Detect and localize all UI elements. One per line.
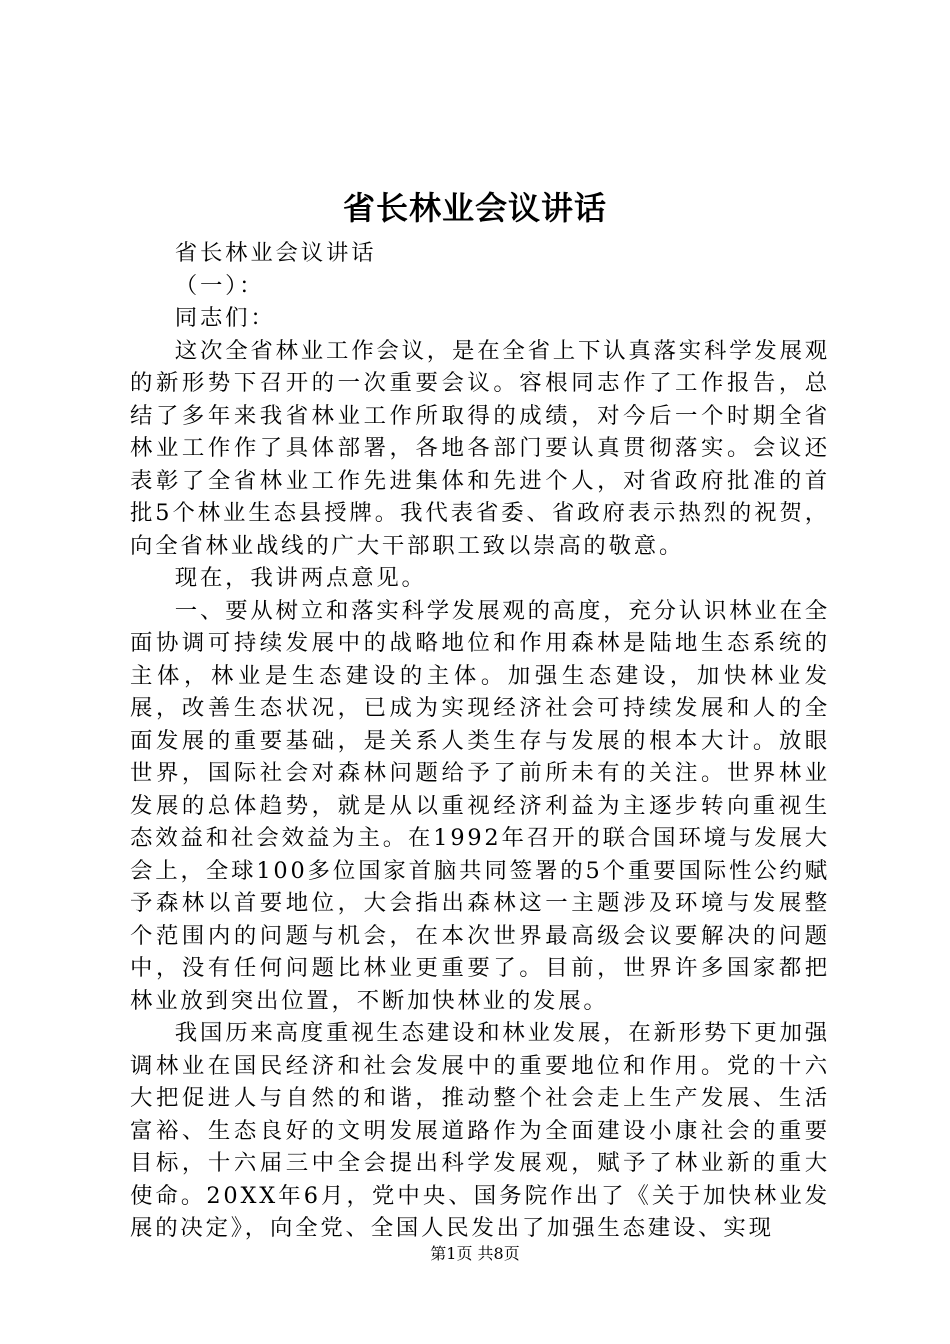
paragraph-section-mark: （一）： <box>174 272 265 299</box>
paragraph-subtitle: 省长林业会议讲话 <box>174 240 377 266</box>
paragraph: 我国历来高度重视生态建设和林业发展，在新形势下更加强调林业在国民经济和社会发展中的重要地位和作用。党的十六大把促进人与自然的和谐，推动整个社会走上生产发展、生活富裕、生态良好的文明发展道路作为全面建设小康社会的重要目标，十六届三中全会提出科学发展观，赋予了林业新的重大使命。20XX年6月，党中央、国务院作出了《关于加快林业发展的决定》，向全党、全国人民发出了加强生态建设、实现 <box>130 1020 830 1241</box>
paragraph: 现在，我讲两点意见。 <box>174 565 427 591</box>
document-title: 省长林业会议讲话 <box>342 189 607 227</box>
paragraph: 这次全省林业工作会议，是在全省上下认真落实科学发展观的新形势下召开的一次重要会议。容根同志作了工作报告，总结了多年来我省林业工作所取得的成绩，对今后一个时期全省林业工作作了具体部署，各地各部门要认真贯彻落实。会议还表彰了全省林业工作先进集体和先进个人，对省政府批准的首批5个林业生态县授牌。我代表省委、省政府表示热烈的祝贺，向全省林业战线的广大干部职工致以崇高的敬意。 <box>130 337 830 559</box>
paragraph-salutation: 同志们： <box>174 305 276 331</box>
page-footer: 第1页 共8页 <box>430 1244 520 1263</box>
document-body <box>130 237 830 1245</box>
paragraph: 一、要从树立和落实科学发展观的高度，充分认识林业在全面协调可持续发展中的战略地位和作用森林是陆地生态系统的主体，林业是生态建设的主体。加强生态建设，加快林业发展，改善生态状况，已成为实现经济社会可持续发展和人的全面发展的重要基础，是关系人类生存与发展的根本大计。放眼世界，国际社会对森林问题给予了前所未有的关注。世界林业发展的总体趋势，就是从以重视经济利益为主逐步转向重视生态效益和社会效益为主。在1992年召开的联合国环境与发展大会上，全球100多位国家首脑共同签署的5个重要国际性公约赋予森林以首要地位，大会指出森林这一主题涉及环境与发展整个范围内的问题与机会，在本次世界最高级会议要解决的问题中，没有任何问题比林业更重要了。目前，世界许多国家都把林业放到突出位置，不断加快林业的发展。 <box>130 597 830 1014</box>
